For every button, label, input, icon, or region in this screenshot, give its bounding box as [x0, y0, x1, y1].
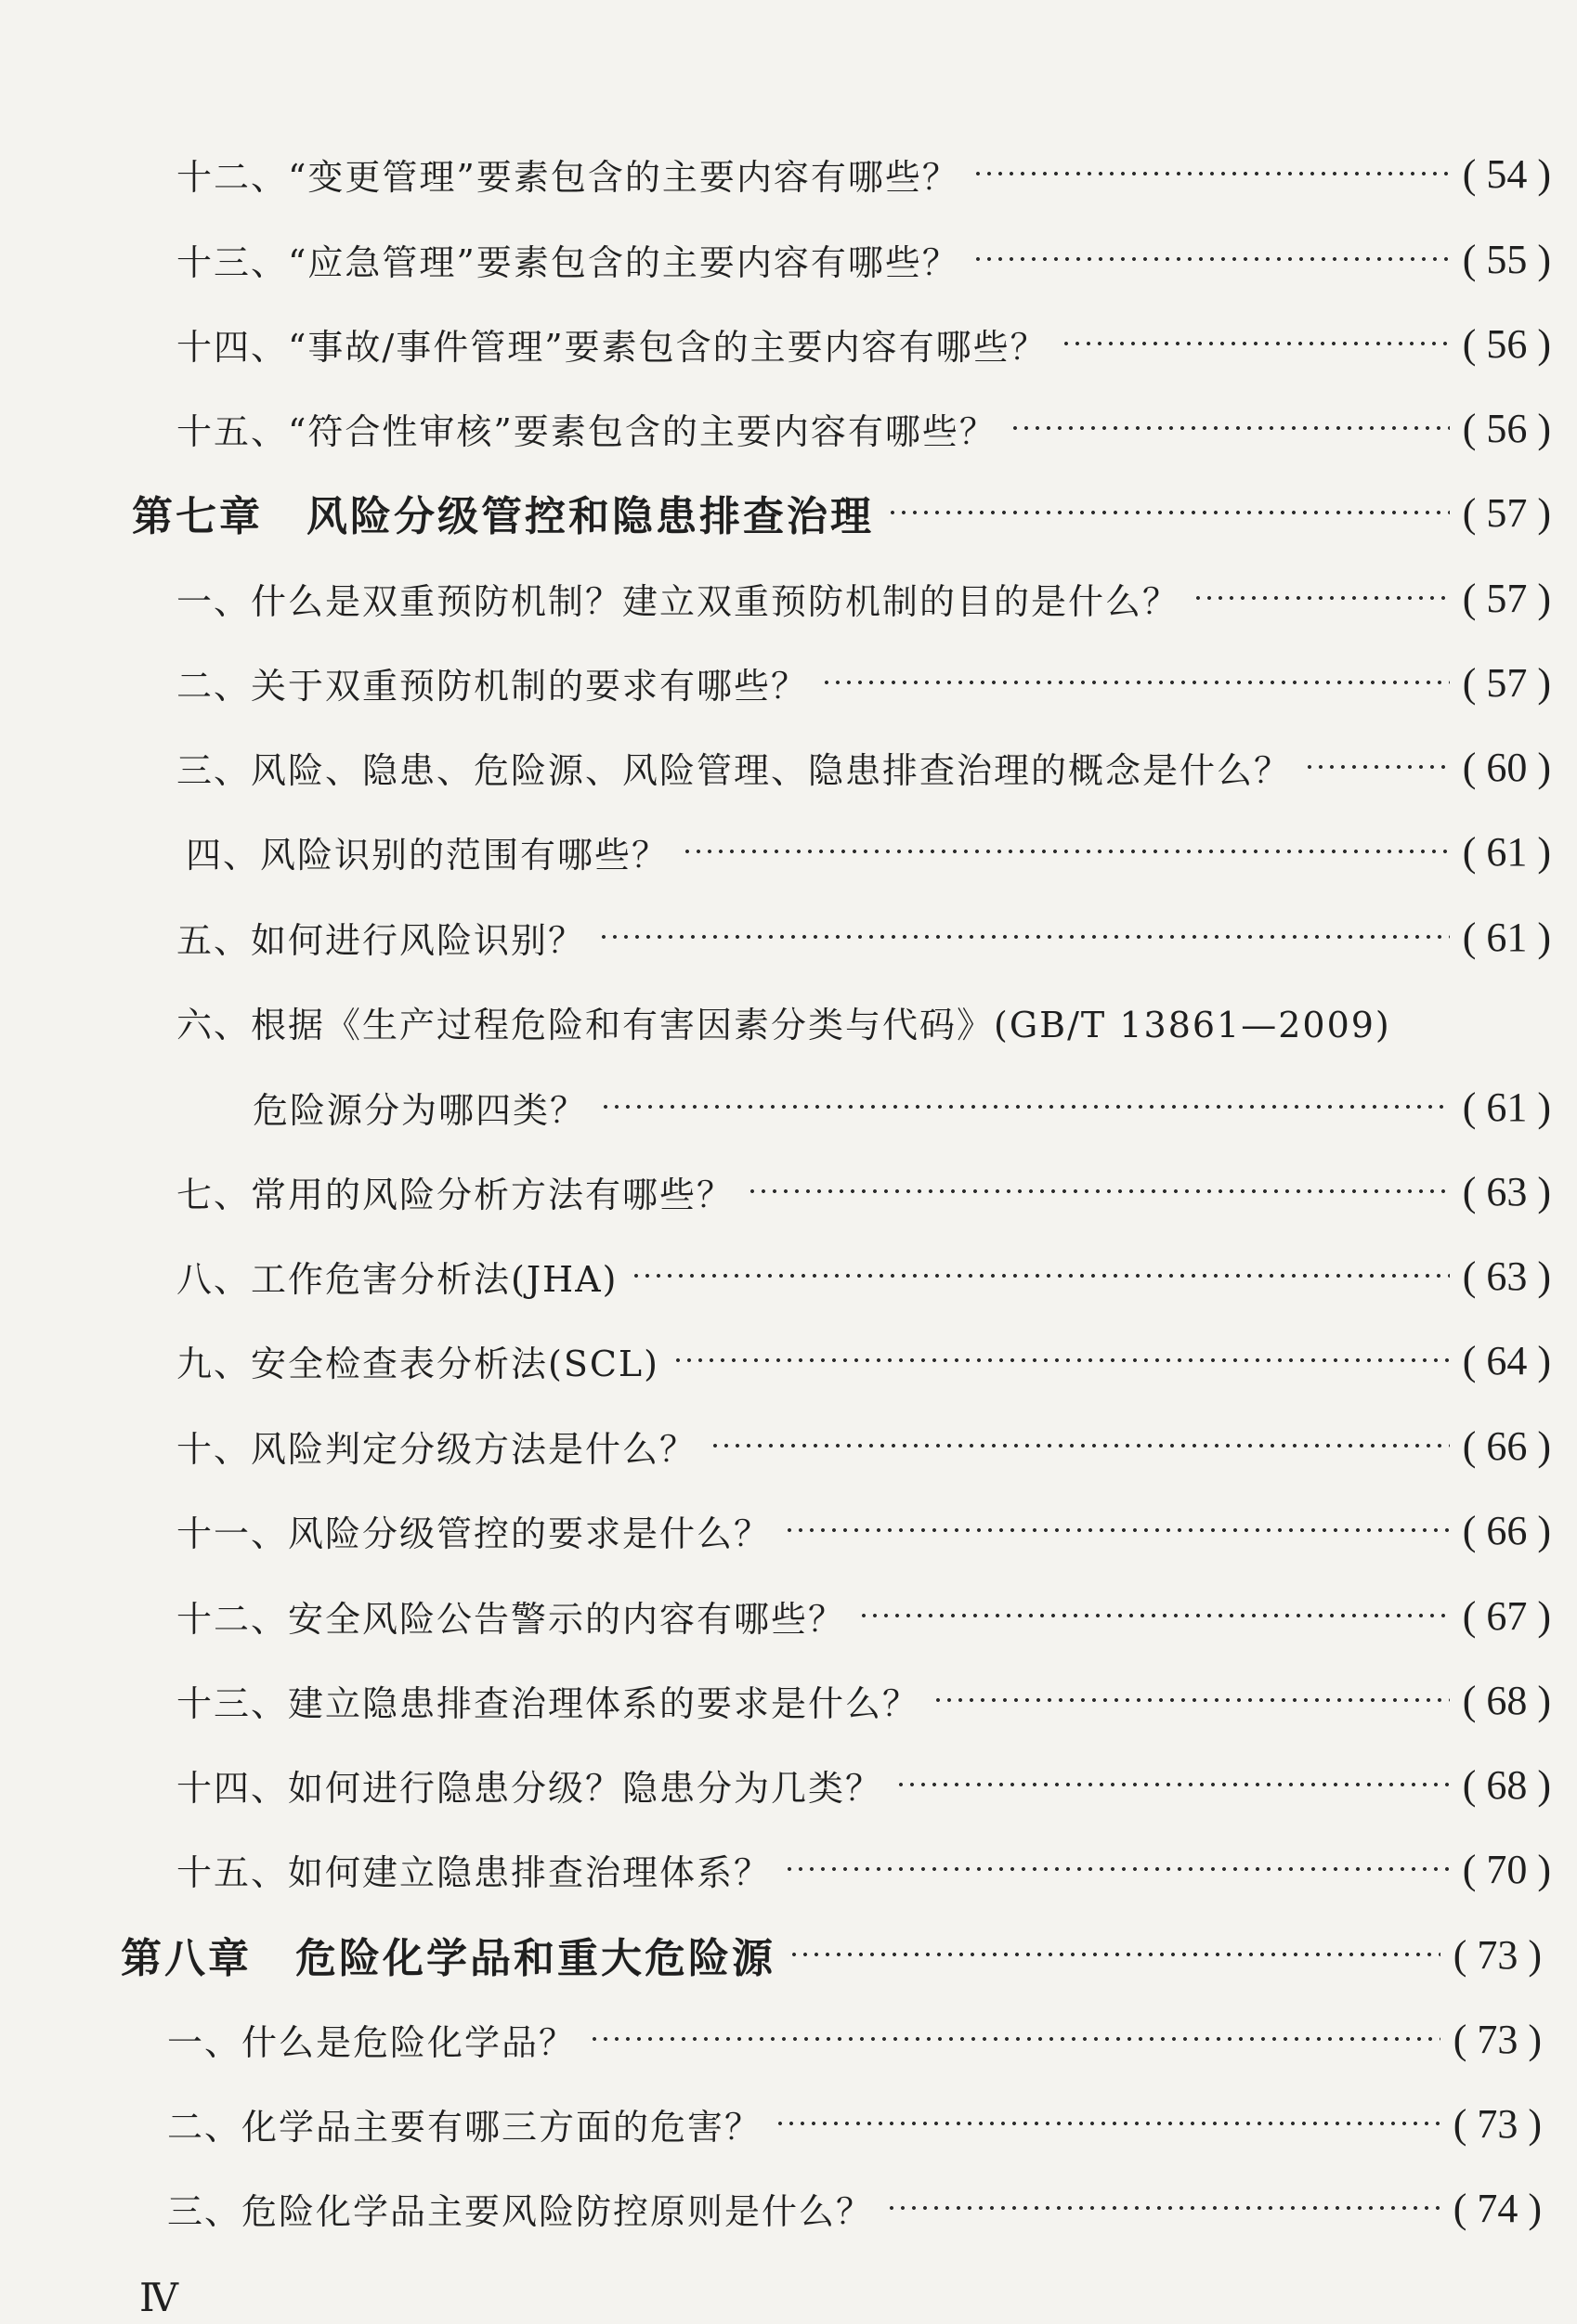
- toc-entry[interactable]: [167, 2091, 1542, 2156]
- dot-leader: [598, 935, 1450, 939]
- toc-entry-title: 三、危险化学品主要风险防控原则是什么？: [167, 2190, 874, 2232]
- dot-leader: [932, 1698, 1450, 1702]
- toc-entry-page: ( 74 ): [1453, 2185, 1542, 2231]
- toc-entry-page: ( 57 ): [1462, 659, 1551, 706]
- toc-entry-page: ( 55 ): [1462, 236, 1551, 282]
- toc-entry-page: ( 70 ): [1462, 1846, 1551, 1892]
- toc-entry[interactable]: [176, 904, 1551, 969]
- toc-entry[interactable]: [176, 141, 1551, 206]
- toc-entry[interactable]: [176, 227, 1551, 292]
- toc-entry-title: 五、如何进行风险识别？: [176, 919, 586, 961]
- dot-leader: [858, 1614, 1450, 1617]
- toc-entry[interactable]: [167, 2175, 1542, 2240]
- toc-entry[interactable]: [186, 819, 1551, 884]
- dot-leader: [710, 1444, 1450, 1448]
- toc-entry-page: ( 61 ): [1462, 1084, 1551, 1130]
- toc-entry-page: ( 63 ): [1462, 1168, 1551, 1214]
- toc-entry-title: 一、什么是双重预防机制？建立双重预防机制的目的是什么？: [176, 580, 1180, 622]
- toc-entry-title: 八、工作危害分析法(JHA): [176, 1258, 619, 1300]
- toc-entry[interactable]: [176, 565, 1551, 630]
- toc-entry-page: ( 68 ): [1462, 1677, 1551, 1723]
- dot-leader: [775, 2122, 1440, 2125]
- toc-entry[interactable]: [176, 734, 1551, 799]
- toc-entry[interactable]: [176, 1498, 1551, 1563]
- toc-entry-page: ( 61 ): [1462, 828, 1551, 875]
- dot-leader: [821, 681, 1450, 684]
- dot-leader: [895, 1783, 1450, 1786]
- dot-leader: [672, 1358, 1450, 1362]
- dot-leader: [788, 1953, 1440, 1956]
- toc-entry[interactable]: [176, 311, 1551, 376]
- dot-leader: [1061, 342, 1450, 345]
- toc-entry-title: 十四、“事故/事件管理”要素包含的主要内容有哪些？: [176, 326, 1048, 368]
- toc-entry[interactable]: [176, 1837, 1551, 1902]
- toc-entry-title: 十五、如何建立隐患排查治理体系？: [176, 1851, 772, 1893]
- toc-entry[interactable]: [176, 1668, 1551, 1733]
- toc-entry-page: ( 63 ): [1462, 1253, 1551, 1299]
- toc-entry-title: 二、化学品主要有哪三方面的危害？: [167, 2106, 762, 2148]
- page-number: Ⅳ: [139, 2278, 178, 2320]
- toc-chapter-entry[interactable]: [121, 1922, 1542, 1987]
- toc-entry[interactable]: [176, 396, 1551, 461]
- toc-entry-continuation: 危险源分为哪四类？: [253, 1089, 588, 1131]
- toc-entry-title: 七、常用的风险分析方法有哪些？: [176, 1174, 735, 1215]
- dot-leader: [886, 2206, 1440, 2210]
- toc-entry-title: 六、根据《生产过程危险和有害因素分类与代码》(GB/T 13861—2009): [176, 1004, 1391, 1045]
- dot-leader: [1304, 765, 1450, 769]
- toc-entry-page: ( 57 ): [1462, 489, 1551, 536]
- toc-entry[interactable]: [176, 650, 1551, 715]
- toc-entry-title: 三、风险、隐患、危险源、风险管理、隐患排查治理的概念是什么？: [176, 749, 1292, 791]
- toc-entry[interactable]: [176, 1583, 1551, 1648]
- toc-entry[interactable]: [176, 1159, 1551, 1224]
- toc-entry-title: 十三、建立隐患排查治理体系的要求是什么？: [176, 1682, 920, 1724]
- toc-entry-title: 二、关于双重预防机制的要求有哪些？: [176, 665, 809, 707]
- toc-entry[interactable]: [176, 1328, 1551, 1393]
- toc-entry[interactable]: [176, 1413, 1551, 1478]
- dot-leader: [784, 1867, 1450, 1871]
- dot-leader: [887, 511, 1450, 514]
- toc-entry-page: ( 67 ): [1462, 1592, 1551, 1639]
- toc-chapter-title: 第七章 风险分级管控和隐患排查治理: [132, 493, 874, 540]
- toc-entry-page: ( 66 ): [1462, 1507, 1551, 1553]
- toc-entry-page: ( 73 ): [1453, 2016, 1542, 2062]
- toc-entry-page: ( 56 ): [1462, 320, 1551, 367]
- toc-entry-page: ( 56 ): [1462, 405, 1551, 451]
- toc-entry[interactable]: [176, 1752, 1551, 1817]
- toc-chapter-entry[interactable]: [132, 480, 1551, 545]
- toc-entry-page: ( 60 ): [1462, 744, 1551, 790]
- toc-entry-page: ( 64 ): [1462, 1337, 1551, 1383]
- toc-entry-title: 十、风险判定分级方法是什么？: [176, 1428, 697, 1470]
- dot-leader: [972, 172, 1450, 175]
- toc-entry-title: 一、什么是危险化学品？: [167, 2021, 577, 2063]
- toc-entry-title: 十二、安全风险公告警示的内容有哪些？: [176, 1598, 846, 1640]
- toc-entry-title: 十三、“应急管理”要素包含的主要内容有哪些？: [176, 241, 959, 283]
- toc-entry-title: 四、风险识别的范围有哪些？: [186, 834, 670, 876]
- dot-leader: [589, 2037, 1440, 2041]
- dot-leader: [600, 1105, 1450, 1109]
- dot-leader: [1010, 426, 1450, 430]
- dot-leader: [972, 257, 1450, 261]
- toc-entry-page: ( 66 ): [1462, 1422, 1551, 1469]
- toc-entry-page: ( 73 ): [1453, 2100, 1542, 2147]
- toc-entry-page: ( 57 ): [1462, 575, 1551, 621]
- toc-entry-title: 十一、风险分级管控的要求是什么？: [176, 1513, 772, 1554]
- toc-chapter-title: 第八章 危险化学品和重大危险源: [121, 1935, 775, 1982]
- toc-entry-page: ( 54 ): [1462, 150, 1551, 197]
- toc-entry-line1[interactable]: [176, 989, 1551, 1054]
- toc-entry-page: ( 68 ): [1462, 1761, 1551, 1808]
- toc-entry-line2[interactable]: [253, 1074, 1551, 1139]
- toc-entry[interactable]: [167, 2006, 1542, 2071]
- dot-leader: [682, 850, 1450, 853]
- toc-entry-title: 九、安全检查表分析法(SCL): [176, 1343, 659, 1384]
- toc-entry-page: ( 61 ): [1462, 914, 1551, 960]
- toc-entry-title: 十四、如何进行隐患分级？隐患分为几类？: [176, 1767, 883, 1809]
- dot-leader: [1193, 596, 1450, 600]
- dot-leader: [784, 1528, 1450, 1532]
- toc-entry-title: 十二、“变更管理”要素包含的主要内容有哪些？: [176, 156, 959, 198]
- dot-leader: [747, 1189, 1450, 1193]
- toc-entry[interactable]: [176, 1243, 1551, 1308]
- dot-leader: [631, 1274, 1449, 1278]
- toc-entry-title: 十五、“符合性审核”要素包含的主要内容有哪些？: [176, 410, 997, 452]
- toc-entry-page: ( 73 ): [1453, 1931, 1542, 1978]
